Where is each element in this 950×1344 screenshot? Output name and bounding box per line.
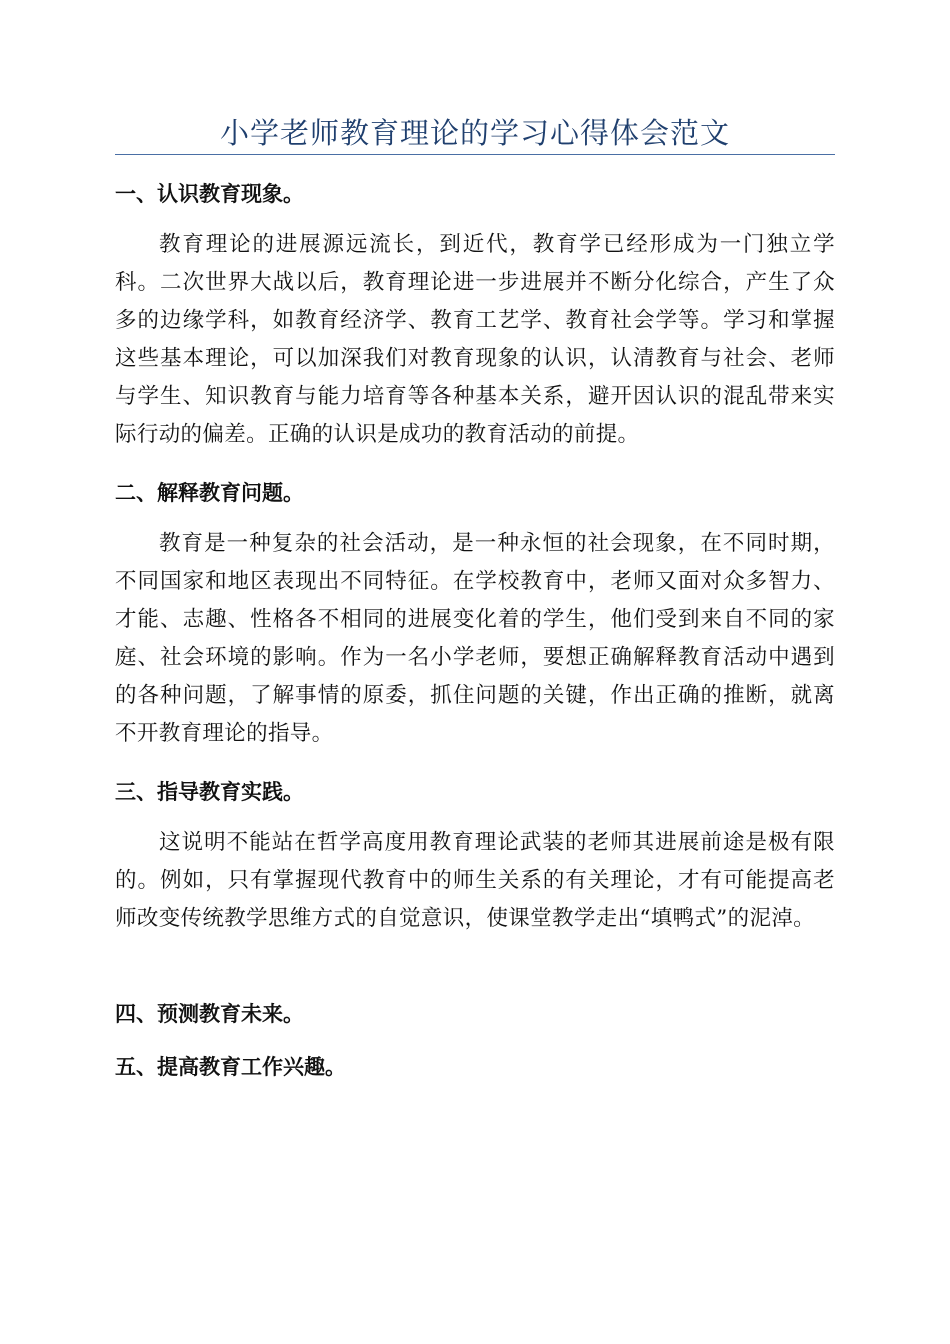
section-paragraph-2: 教育是一种复杂的社会活动，是一种永恒的社会现象，在不同时期，不同国家和地区表现出不同特征。在学校教育中，老师又面对众多智力、才能、志趣、性格各不相同的进展变化着的学生，他们受到来自不同的家庭、社会环境的影响。作为一名小学老师，要想正确解释教育活动中遇到的各种问题，了解事情的原委，抓住问题的关键，作出正确的推断，就离不开教育理论的指导。 <box>115 531 835 746</box>
section-heading-2: 二、解释教育问题。 <box>115 480 304 505</box>
section-paragraph-1: 教育理论的进展源远流长，到近代，教育学已经形成为一门独立学科。二次世界大战以后，教育理论进一步进展并不断分化综合，产生了众多的边缘学科，如教育经济学、教育工艺学、教育社会学等。学习和掌握这些基本理论，可以加深我们对教育现象的认识，认清教育与社会、老师与学生、知识教育与能力培育等各种基本关系，避开因认识的混乱带来实际行动的偏差。正确的认识是成功的教育活动的前提。 <box>115 232 835 447</box>
section-heading-3: 三、指导教育实践。 <box>115 779 304 804</box>
section-paragraph-3: 这说明不能站在哲学高度用教育理论武装的老师其进展前途是极有限的。例如，只有掌握现代教育中的师生关系的有关理论，才有可能提高老师改变传统教学思维方式的自觉意识，使课堂教学走出“填鸭式”的泥淖。 <box>115 830 835 931</box>
section-heading-1: 一、认识教育现象。 <box>115 181 304 206</box>
document-title: 小学老师教育理论的学习心得体会范文 <box>219 116 730 150</box>
section-heading-5: 五、提高教育工作兴趣。 <box>115 1054 346 1079</box>
title-underline <box>115 154 835 155</box>
section-heading-4: 四、预测教育未来。 <box>115 1001 304 1026</box>
